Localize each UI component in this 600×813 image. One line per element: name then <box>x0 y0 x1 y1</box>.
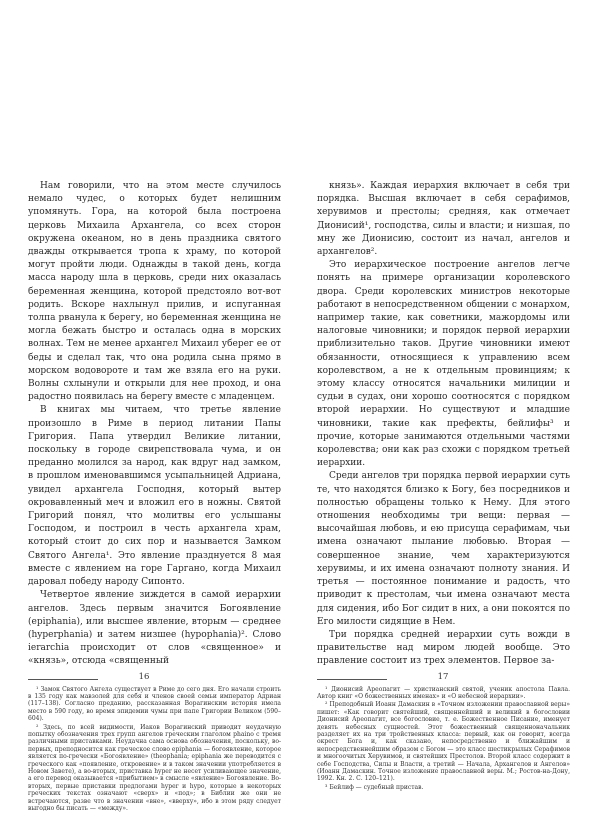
footnote: ³ Бейлиф — судебный пристав. <box>325 783 424 791</box>
body-paragraph: князь». Каждая иерархия включает в себя три порядка. Высшая включает в себя серафимов, херувимов и престолы; средняя, как отмечает Дионисий¹, господства, силы и власти; и низшая, по мну же Дионисию, состоит из начал, ангелов и архангелов². <box>317 181 570 258</box>
body-paragraph: Нам говорили, что на этом месте случилось немало чудес, о которых будет нелишним упомянуть. Гора, на которой была построена церковь Михаила Архангела, со всех сторон окружена океаном, но в день праздника святого дважды открывается тропа к храму, по которой могут пройти люди. Однажды в такой день, когда масса народу шла в церковь, среди них оказалась беременная женщина, которой предстояло вот-вот родить. Вскоре нахлынул прилив, и испуганная толпа рванула к берегу, но беременная женщина не могла бежать быстро и осталась одна в морских волнах. Тем не менее архангел Михаил уберег ее от беды и сделал так, что она родила сына прямо в морском водовороте и там же взяла его на руки. Волны схлынули и открыли для нее проход, и она радостно появилась на берегу вместе с младенцем. <box>28 181 281 403</box>
footnote-divider <box>28 679 98 680</box>
body-paragraph: Четвертое явление зиждется в самой иерархии ангелов. Здесь первым значится Богоявление (epiphania), или высшее явление, вторым — среднее (hyperphania) и затем низшее (hypophania)². Слово ierarchia происходит от слов «священное» и «князь», отсюда «священный <box>28 590 281 667</box>
footnote: ² Здесь, по всей видимости, Иаков Ворагинский приводит неудачную попытку обозначения трех групп ангелов греческим глаголом phaino с тремя различными приставками. Неудачна сама основа обозначения, поскольку, во-первых, преподносится как греческое слово epiphania — богоявление, которое является по-гречески «Богоявление» (theophania; epiphania же переводится с греческого как «появление, откровение» и в таком значении употребляется в Новом Завете), а во-вторых, приставка hyper не несет усиливающее значение, а его перевод оказывается «прибытием» в смысле «явление» Богоявление. Во-вторых, первые приставки предлогами hyper и hypo, которые в некоторых греческих текстах означают «сверх» и «под»; в Библии же они не встречаются, разве что в значении «вне», «вверху», ибо в этом ряду следует выгодно бы писать — «между». <box>28 723 281 813</box>
page-number: 16 <box>138 672 150 682</box>
page-number: 17 <box>437 672 449 682</box>
footnote: ¹ Дионисий Ареопагит — христианский святой, ученик апостола Павла. Автор книг «О божественных именах» и «О небесной иерархии». <box>317 685 570 700</box>
left-page <box>28 180 281 813</box>
footnote: ² Преподобный Иоанн Дамаскин в «Точном изложении православной веры» пишет: «Как говорит святейший, священнейший и великий в богословии Дионисий Ареопагит, все богословие, т. е. Божественное Писание, именует девять небесных сущностей. Этот божественный священноначальник разделяет их на три тройственных класса: первый, как он говорит, всегда окрест Бога и, как сказано, непосредственно и ближайшим и непосредственнейшим образом с Богом — это класс шестикрылых Серафимов и многоочитых Херувимов, и святейших Престолов. Второй класс содержит в себе Господства, Силы и Власти, а третий — Начала, Архангелов и Ангелов» (Иоанн Дамаскин. Точное изложение православной веры. М.; Ростов-на-Дону, 1992. Кн. 2. С. 120–121). <box>317 701 570 783</box>
body-paragraph: Это иерархическое построение ангелов легче понять на примере организации королевского двора. Среди королевских министров некоторые работают в непосредственном общении с монархом, например такие, как советники, мажордомы или налоговые чиновники; и порядок первой иерархии приблизительно таков. Другие чиновники имеют обязанности, относящиеся к управлению всем королевством, а не к отдельным провинциям; к этому классу относятся начальники милиции и судьи в судах, они хорошо соотносятся с порядком второй иерархии. Но существуют и младшие чиновники, такие как префекты, бейлифы³ и прочие, которые занимаются отдельными частями королевства; они как раз схожи с порядком третьей иерархии. <box>317 260 570 469</box>
body-paragraph: Три порядка средней иерархии суть вожди в правительстве над миром людей вообще. Это правление состоит из трех элементов. Первое за- <box>317 629 570 667</box>
right-page <box>317 180 570 792</box>
footnote: ¹ Замок Святого Ангела существует в Риме до сего дня. Его начали строить в 135 году как мавзолей для себя и членов своей семьи император Адриан (117–138). Согласно преданию, рассказанная Ворагинским история имела место в 590 году, во время эпидемии чумы при папе Григории Великом (590–604). <box>28 685 281 723</box>
body-paragraph: Среди ангелов три порядка первой иерархии суть те, что находятся близко к Богу, без посредников и полностью обращены только к Нему. Для этого отношения необходимы три вещи: первая — высочайшая любовь, и ею присуща серафимам, чьи имена означают пылание любовью. Вторая — совершенное знание, чем характеризуются херувимы, и их имена означают полноту знания. И третья — постоянное понимание и радость, что приводит к престолам, чьи имена означают места для сидения, ибо Бог сидит в них, а они покоятся по Его милости сидящие в Нем. <box>317 471 570 627</box>
footnote-divider <box>317 679 387 680</box>
body-paragraph: В книгах мы читаем, что третье явление произошло в Риме в период литании Папы Григория. Папа утвердил Великие литании, поскольку в городе свирепствовала чума, и он преданно молился за народ, как вдруг над замком, в прошлом именовавшимся усыпальницей Адриана, увидел архангела Господня, который вытер окровавленный меч и вложил его в ножны. Святой Григорий понял, что молитвы его услышаны Господом, и построил в честь архангела храм, который стоит до сих пор и называется Замком Святого Ангела¹. Это явление празднуется 8 мая вместе с явлением на горе Гаргано, когда Михаил даровал победу народу Сипонто. <box>28 405 281 588</box>
